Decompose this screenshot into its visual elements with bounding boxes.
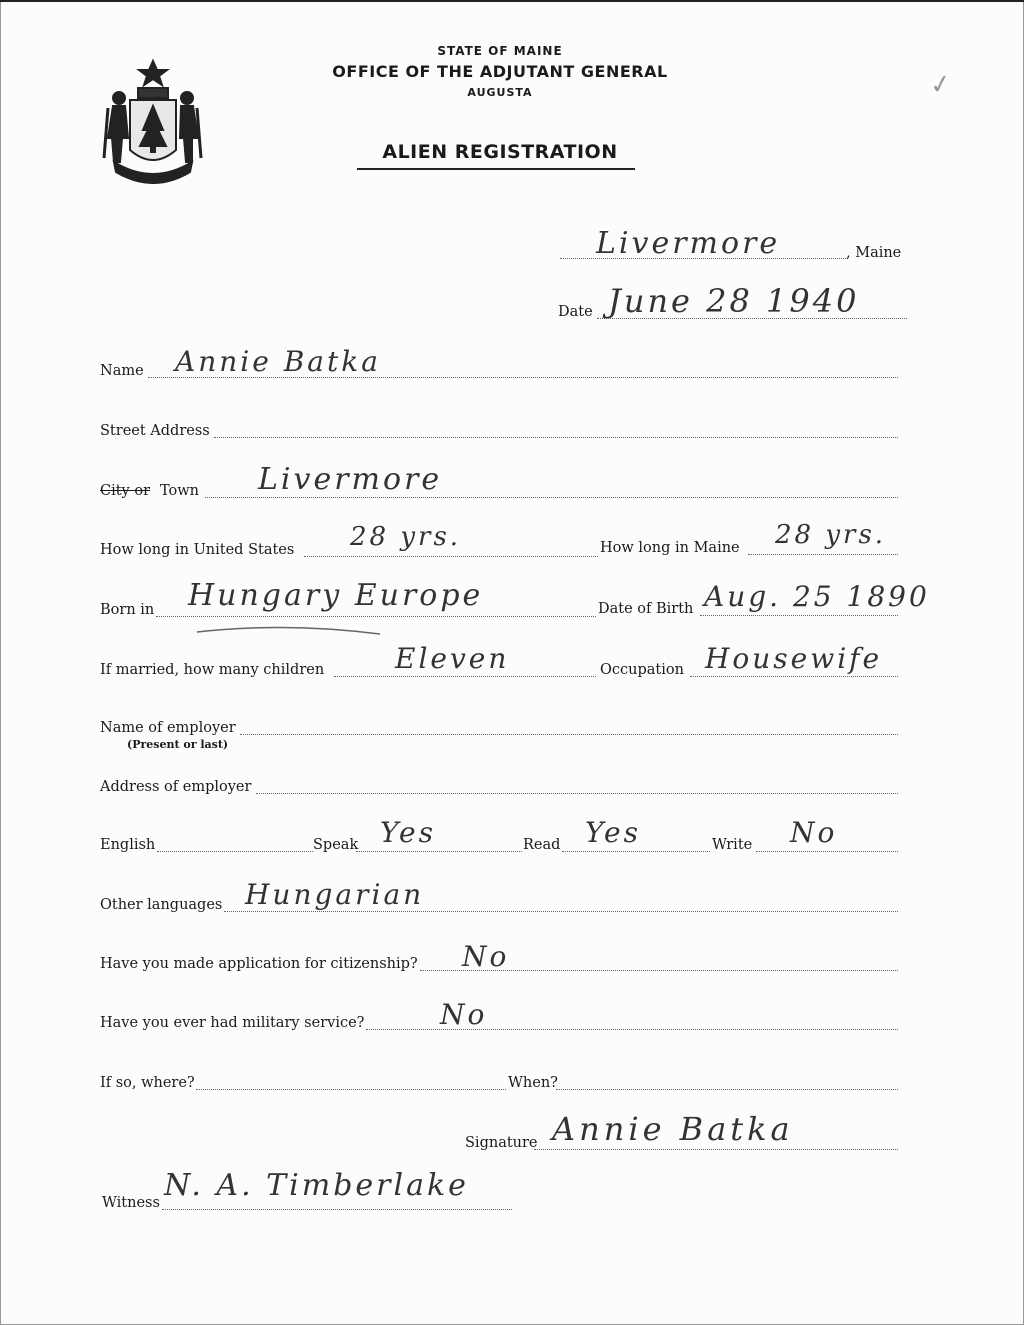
header-office: OFFICE OF THE ADJUTANT GENERAL [332,62,668,81]
witness-dots [162,1209,512,1210]
write-label: Write [712,837,753,853]
checkmark-icon: ✓ [927,68,955,102]
form-title: ALIEN REGISTRATION [382,141,618,163]
where-dots [196,1089,506,1090]
name-label: Name [100,363,144,379]
children-label: If married, how many children [100,662,325,678]
employer-address-dots [256,793,898,794]
title-underline [357,168,635,170]
other-languages-label: Other languages [100,897,223,913]
date-value: June 28 1940 [608,282,860,320]
header-city: AUGUSTA [467,86,533,99]
employer-address-label: Address of employer [100,779,252,795]
years-maine-dots [748,554,898,555]
write-dots [756,851,898,852]
speak-dots [356,851,522,852]
occupation-value: Housewife [705,642,883,675]
dob-label: Date of Birth [598,601,694,617]
years-us-value: 28 yrs. [350,522,462,552]
city-label-struck: City or [100,483,151,499]
street-dots [214,437,898,438]
years-us-label: How long in United States [100,542,295,558]
born-in-value: Hungary Europe [188,578,484,613]
english-label: English [100,837,156,853]
date-label: Date [558,304,593,320]
occupation-label: Occupation [600,662,684,678]
dob-value: Aug. 25 1890 [704,580,930,613]
town-dots [205,497,898,498]
born-in-label: Born in [100,602,155,618]
speak-value: Yes [380,816,436,849]
when-dots [556,1089,898,1090]
years-maine-label: How long in Maine [600,540,740,556]
other-languages-value: Hungarian [245,878,425,911]
location-value: Livermore [596,226,781,261]
employer-dots [240,734,898,735]
where-label: If so, where? [100,1075,195,1091]
read-value: Yes [585,816,641,849]
name-value: Annie Batka [175,345,381,378]
signature-value: Annie Batka [552,1110,794,1148]
years-us-dots [304,556,598,557]
children-dots [334,676,596,677]
location-suffix: , Maine [846,245,902,261]
other-languages-dots [224,911,898,912]
employer-label: Name of employer [100,720,236,736]
scan-edge [0,0,1024,2]
speak-label: Speak [313,837,359,853]
underline-flourish-icon [195,620,385,644]
children-value: Eleven [395,642,510,675]
signature-dots [534,1149,898,1150]
town-label: Town [160,483,200,499]
military-value: No [440,998,488,1031]
occupation-dots [690,676,898,677]
street-label: Street Address [100,423,210,439]
witness-label: Witness [102,1195,160,1211]
witness-value: N. A. Timberlake [164,1168,469,1203]
read-label: Read [523,837,561,853]
born-in-dots [156,616,596,617]
dob-dots [700,615,898,616]
when-label: When? [508,1075,558,1091]
maine-state-seal-icon [100,58,206,184]
town-value: Livermore [258,462,443,497]
citizenship-value: No [462,940,510,973]
write-value: No [790,816,838,849]
employer-sublabel: (Present or last) [127,738,229,751]
signature-label: Signature [465,1135,538,1151]
english-dots [157,851,313,852]
citizenship-label: Have you made application for citizenship? [100,956,418,972]
form-header [300,42,700,102]
header-state: STATE OF MAINE [437,44,563,58]
military-label: Have you ever had military service? [100,1015,365,1031]
read-dots [562,851,710,852]
years-maine-value: 28 yrs. [775,520,887,550]
